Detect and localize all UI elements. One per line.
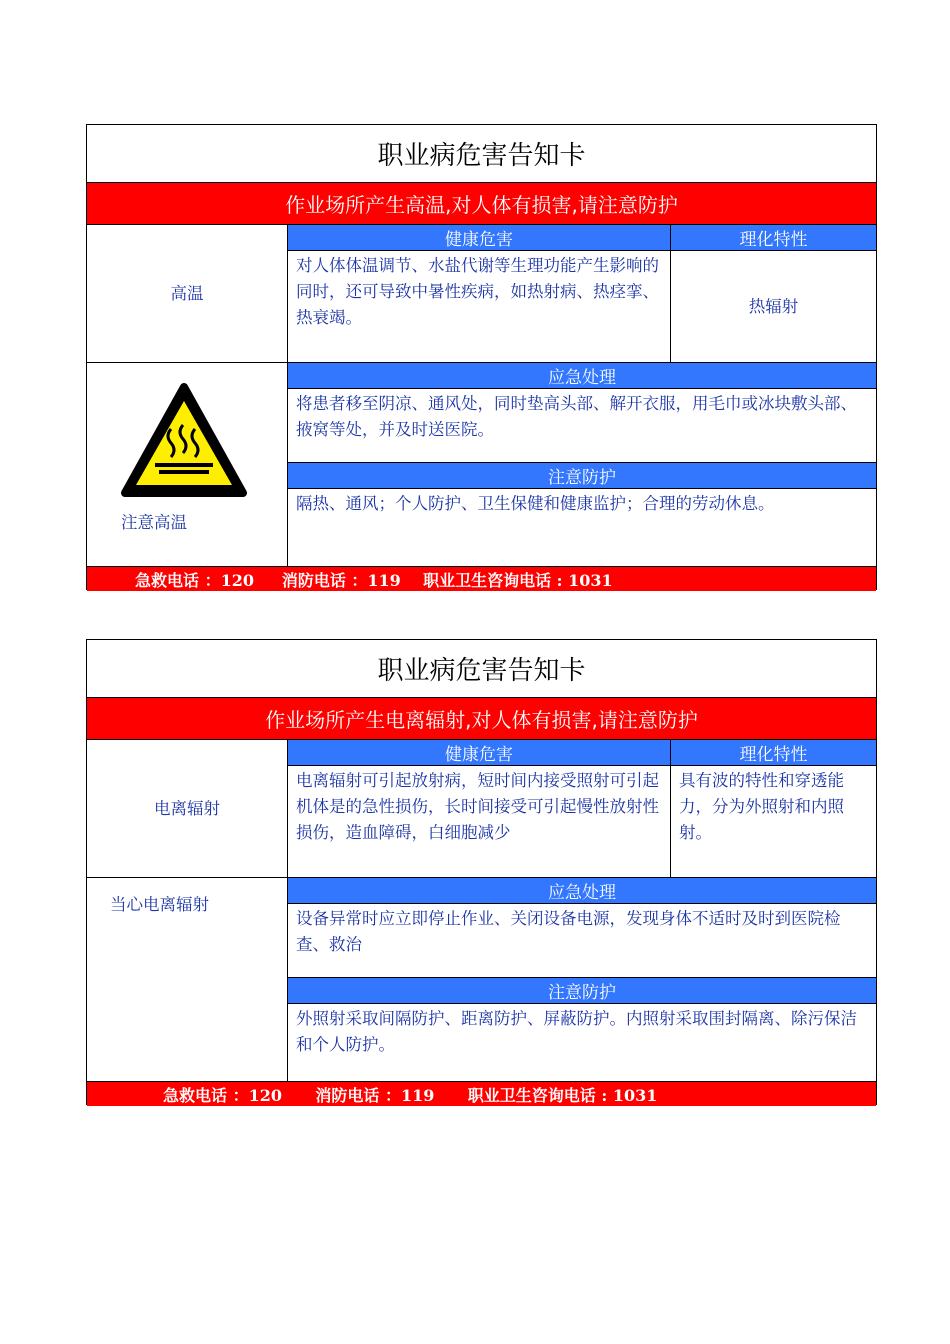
protection-text: 隔热、通风；个人防护、卫生保健和健康监护；合理的劳动休息。 xyxy=(296,494,775,513)
property-header: 理化特性 xyxy=(671,740,876,766)
card-title: 职业病危害告知卡 xyxy=(87,125,876,183)
emergency-phone-footer xyxy=(87,1081,876,1106)
hazard-card-heat xyxy=(86,124,877,590)
protection-header: 注意防护 xyxy=(288,463,876,489)
warning-banner: 作业场所产生高温,对人体有损害,请注意防护 xyxy=(87,183,876,225)
sign-label: 注意高温 xyxy=(121,513,187,532)
health-hazard-header: 健康危害 xyxy=(288,740,671,766)
sign-label: 当心电离辐射 xyxy=(110,895,209,914)
emergency-phone-footer xyxy=(87,566,876,591)
health-hazard-header: 健康危害 xyxy=(288,225,671,251)
footer-phones: 急救电话 ：120 消防电话 ：119 职业卫生咨询电话 : 1031 xyxy=(135,570,613,590)
warning-sign-area xyxy=(87,363,288,566)
hot-surface-warning-icon xyxy=(119,381,249,501)
card-body xyxy=(87,225,876,566)
property-header: 理化特性 xyxy=(671,225,876,251)
health-hazard-text: 对人体体温调节、水盐代谢等生理功能产生影响的同时，还可导致中暑性疾病，如热射病、热痉挛、热衰竭。 xyxy=(288,251,671,363)
emergency-text: 设备异常时应立即停止作业、关闭设备电源，发现身体不适时及时到医院检查、救治 xyxy=(288,904,876,978)
footer-phones: 急救电话 ：120 消防电话 ：119 职业卫生咨询电话 : 1031 xyxy=(163,1085,658,1105)
card-title: 职业病危害告知卡 xyxy=(87,640,876,698)
hazard-name: 高温 xyxy=(87,225,288,363)
protection-header: 注意防护 xyxy=(288,978,876,1004)
emergency-text: 将患者移至阴凉、通风处，同时垫高头部、解开衣服，用毛巾或冰块敷头部、掖窝等处，并及时送医院。 xyxy=(288,389,876,463)
card-body xyxy=(87,740,876,1081)
emergency-header: 应急处理 xyxy=(288,363,876,389)
warning-sign-area xyxy=(87,878,288,1081)
hazard-name: 电离辐射 xyxy=(87,740,288,878)
property-text: 热辐射 xyxy=(671,251,876,363)
protection-text: 外照射采取间隔防护、距离防护、屏蔽防护。内照射采取围封隔离、除污保洁和个人防护。 xyxy=(296,1009,857,1054)
health-hazard-text: 电离辐射可引起放射病，短时间内接受照射可引起机体是的急性损伤，长时间接受可引起慢性放射性损伤，造血障碍，白细胞减少 xyxy=(288,766,671,878)
emergency-header: 应急处理 xyxy=(288,878,876,904)
property-text: 具有波的特性和穿透能力，分为外照射和内照射。 xyxy=(671,766,876,878)
warning-banner: 作业场所产生电离辐射,对人体有损害,请注意防护 xyxy=(87,698,876,740)
hazard-card-ionizing-radiation xyxy=(86,639,877,1105)
